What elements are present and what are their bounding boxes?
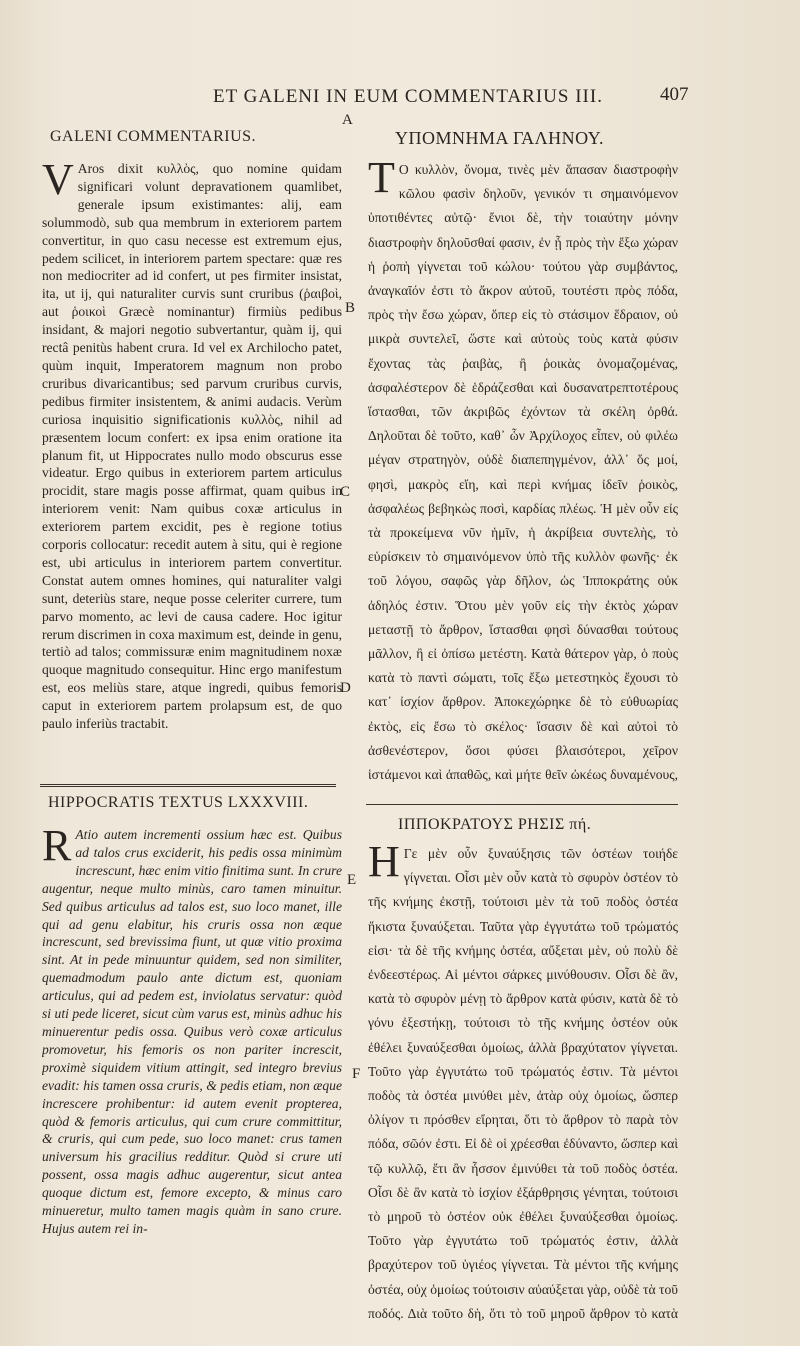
greek-dropcap: Τ	[368, 158, 395, 202]
latin-section-rule	[40, 784, 336, 787]
margin-marker-a: A	[342, 112, 353, 128]
page-number: 407	[660, 84, 689, 105]
greek-commentary-text: Ο κυλλὸν, ὄνομα, τινὲς μὲν ἅπασαν διαστροφὴν κῶλου φασὶν δηλοῦν, γενικόν τι σημαινόμενον ὑποτιθέντες αὐτῷ· ἔνιοι δὲ, τὴν τοιαύτην μόνην διαστροφὴν δηλοῦσθαί φασιν, ἐν ᾗ πρὸς τὴν ἔξω χώραν ἡ ῥοπὴ γίγνεται τοῦ κώλου· τούτου γὰρ συμβάντος, ἀναγκαῖόν ἐστι τὸ ἄκρον αὐτοῦ, τουτέστι πρὸς πόδα, πρὸς τὴν ἔσω χώραν, ὅπερ εἰς τὸ στάσιμον ἕδραιον, οὐ μικρὰ συντελεῖ, ὥστε καὶ αὐτοὺς τοὺς κατὰ φύσιν ἔχοντας τὰς ῥαιβὰς, ἢ ῥοικὰς ὀνομαζομένας, ἀσφαλέστερον δὲ ἑδράζεσθαι καὶ δυσανατρεπτοτέρους ἵστασθαι, τῶν ἀκριβῶς ἐχόντων τὰ σκέλη ὀρθά. Δηλοῦται δὲ τοῦτο, καθ᾽ ὧν Ἀρχίλοχος εἶπεν, οὐ φιλέω μέγαν στρατηγὸν, οὐδὲ διαπεπηγμένον, ἀλλ᾽ ὅς μοί, φησὶ, μακρὸς εἴη, καὶ περὶ κνήμας ἰδεῖν ῥοικὸς, ἀσφαλέως βεβηκὼς ποσὶ, καρδίας πλέως. Ἡ μὲν οὖν εἰς τὰ προκείμενα νῦν ἡμῖν, ἡ ἀκρίβεια συντελὴς, τὸ εὑρίσκειν τὸ σημαινόμενον ὑπὸ τῆς κυλλὸν φωνῆς· ἐκ τοῦ λόγου, σαφῶς γὰρ δῆλον, ὡς Ἱπποκράτης οὐκ ἀδηλός ἐστιν. Ὅτου μὲν γοῦν εἰς τὴν ἐκτὸς χώραν μεταστῇ τὸ ἄρθρον, ἵστασθαι φησὶ δύνασθαι τούτους μᾶλλον, ἢ εἰ ὀπίσω μετέστη. Κατὰ θάτερον γὰρ, ὁ ποὺς κατὰ τὸ παντὶ σώματι, τοῖς ἔξω μετεστηκὸς ἔχουσι τὸ κατ᾽ ἰσχίον ἄρθρον. Ἀποκεχώρηκε δὲ τὸ εὐθυωρίας ἐκτὸς, εἰς ἔσω τὸ σκέλος· ἴσασιν δὲ καὶ αὐτοὶ τὸ ἀσθενέστερον, ὅσοι φύσει βλαισότεροι, χεῖρον ἱστάμενοι καὶ ἀπαθῶς, καὶ μήτε θεῖν ὠκέως δυναμένους,	[368, 162, 678, 783]
greek-hippocrates-text: Γε μὲν οὖν ξυναύξησις τῶν ὀστέων τοιήδε γίγνεται. Οἷσι μὲν οὖν κατὰ τὸ σφυρὸν ὀστέον τὸ τῆς κνήμης ἐκστῇ, τούτοισι μὲν τὰ τοῦ ποδὸς ὀστέα ἥκιστα ξυναύξεται. Ταῦτα γὰρ ἐγγυτάτω τοῦ τρώματός εἰσι· τὰ δὲ τῆς κνήμης ὀστέα, αὔξεται μὲν, οὐ πολὺ δὲ ἐνδεεστέρως. Αἱ μέντοι σάρκες μινύθουσιν. Οἷσι δὲ ἂν, κατὰ τὸ σφυρὸν μένῃ τὸ ἄρθρον κατὰ φύσιν, κατὰ δὲ τὸ γόνυ ἐξεστήκῃ, τούτοισι τὸ τῆς κνήμης ὀστέον οὐκ ἐθέλει ξυναύξεσθαι ὁμοίως, ἀλλὰ βραχύτατον γίγνεται. Τοῦτο γὰρ ἐγγυτάτω τοῦ τρώματός ἐστιν. Τὰ μέντοι ποδὸς τὰ ὀστέα μινύθει μὲν, ἀτὰρ οὐχ ὁμοίως, ὥσπερ ὀλίγον τι πρόσθεν εἴρηται, ὅτι τὸ ἄρθρον τὸ παρὰ τὸν πόδα, σῶόν ἐστι. Εἰ δὲ οἱ χρέεσθαι ἐδύναντο, ὥσπερ καὶ τῷ κυλλῷ, ἔτι ἂν ἧσσον ἐμινύθει τὰ τοῦ ποδὸς ὀστέα. Οἷσι δὲ ἂν κατὰ τὸ ἰσχίον ἐξάρθρησις γένηται, τούτοισι τὸ μηροῦ τὸ ὀστέον οὐκ ἐθέλει ξυναύξεσθαι ὁμοίως. Τοῦτο γὰρ ἐγγυτάτω τοῦ τρώματός ἐστιν, ἀλλὰ βραχύτερον τοῦ ὑγιέος γίγνεται. Τὰ μέντοι τῆς κνήμης ὀστέα, οὐχ ὁμοίως τούτοισιν αὐαύξεται γὰρ, οὐδὲ τὰ τοῦ ποδός. Διὰ τοῦτο δὴ, ὅτι τὸ τοῦ μηροῦ ἄρθρον τὸ κατὰ	[368, 846, 678, 1321]
latin-commentary-text: Aros dixit κυλλὸς, quo nomine quidam significari volunt depravationem quamlibet, generale ipsum existimantes: alij, eam solummodò, sub qua membrum in exteriorem partem convertitur, in quo casu necesse est extremum ejus, pedem scilicet, in interiorem partem spectare: quæ res non mediocriter ad id confert, ut pes firmiter insistat, ita, ut ij, qui naturaliter curvis sunt cruribus (ῥαιβοὶ, aut ῥοικοὶ Græcè nominantur) firmiùs pedibus insidant, & majori negotio subvertantur, quàm ij, qui rectâ penitùs habent crura. Id vel ex Archilocho patet, quùm inquit, Imperatorem magnum non probo cruribus divaricantibus; sed parvum cruribus curvis, pedibus firmiter insistentem, & animi audacis. Verùm curiosa inquisitio significationis κυλλὸς, nihil ad præsentem locum confert: ex ipsa enim oratione ita planum fit, ut Hippocrates nullo modo obscurus esse videatur. Ergo quibus in exteriorem partem articulus procidit, stare magis posse affirmat, quam quibus in interiorem venit: Nam quibus coxæ articulus in exteriorem partem excidit, pes è regione totius corporis collocatur: recedit autem à situ, qui è regione est, ubi articulus in interiorem partem convertitur. Constat autem omnes homines, qui naturaliter valgi sunt, deteriùs stare, neque posse celeriter currere, tum parvo momento, ac levi de causa cadere. Hoc igitur rerum discrimen in coxa maximum est, deinde in genu, tertiò ad talos; commissuræ enim magnitudinem noxæ quoque magnitudo consequitur. Hinc ergo manifestum est, eos meliùs stare, atque ingredi, quibus femoris caput in exteriorem partem prolapsum est, de quo paulo inferiùs tractabit.	[42, 161, 342, 732]
latin-hippocrates-text: Atio autem incrementi ossium hæc est. Quibus ad talos crus exciderit, his pedis ossa minimùm increscunt, hæc enim vitio finitima sunt. In crure augentur, neque multo minùs, caro tamen minuitur. Sed quibus articulus ad talos est, suo loco manet, ille qui ad genu elabitur, his cruris ossa non æque increscunt, sed brevissima fiunt, ut quæ vitio proxima sint. At in pede minuuntur quidem, sed non similiter, quemadmodum paulo ante dictum est, quoniam articulus, qui ad pedem est, inviolatus servatur: quòd si uti pede liceret, sicut cùm varus est, minùs adhuc his minuerentur pedis ossa. Quibus verò coxæ articulus promovetur, his femoris os non pariter increscit, proximè siquidem vitium attingit, sed integro brevius evadit: his tamen ossa cruris, & pedis etiam, non æque increscere prohibentur: id autem evenit propterea, quòd & femoris articulus, qui cum crure committitur, & cruris, qui cum pede, suo loco manet: crus tamen universum his gracilius redditur. Quòd si crure uti possent, ossa magis adhuc augerentur, sicut antea quoque dictum est, femore excepto, & minus caro minueretur, multo tamen magis quàm in sano crure. Hujus autem rei in-	[42, 827, 342, 1236]
greek-dropcap-2: Η	[368, 842, 400, 886]
greek-hippocrates-column	[368, 842, 678, 1332]
running-title: ET GALENI IN EUM COMMENTARIUS III.	[213, 86, 603, 107]
latin-dropcap-2: R	[42, 826, 72, 870]
greek-heading-hippocrates: ΙΠΠΟΚΡΑΤΟΥΣ ΡΗΣΙΣ πή.	[398, 816, 592, 833]
latin-dropcap: V	[42, 160, 74, 204]
latin-hippocrates-column	[42, 826, 342, 1326]
latin-heading-galen: GALENI COMMENTARIUS.	[50, 128, 257, 145]
greek-section-rule	[366, 804, 678, 805]
margin-marker-e: E	[347, 872, 357, 888]
latin-commentary-column	[42, 160, 342, 750]
margin-marker-f: F	[352, 1066, 361, 1082]
latin-heading-hippocrates: HIPPOCRATIS TEXTUS LXXXVIII.	[48, 794, 309, 811]
margin-marker-b: B	[345, 300, 356, 316]
greek-commentary-column	[368, 158, 678, 788]
greek-heading-galen: ΥΠΟΜΝΗΜΑ ΓΑΛΗΝΟΥ.	[395, 128, 605, 148]
margin-marker-c: C	[340, 484, 351, 500]
margin-marker-d: D	[340, 680, 351, 696]
